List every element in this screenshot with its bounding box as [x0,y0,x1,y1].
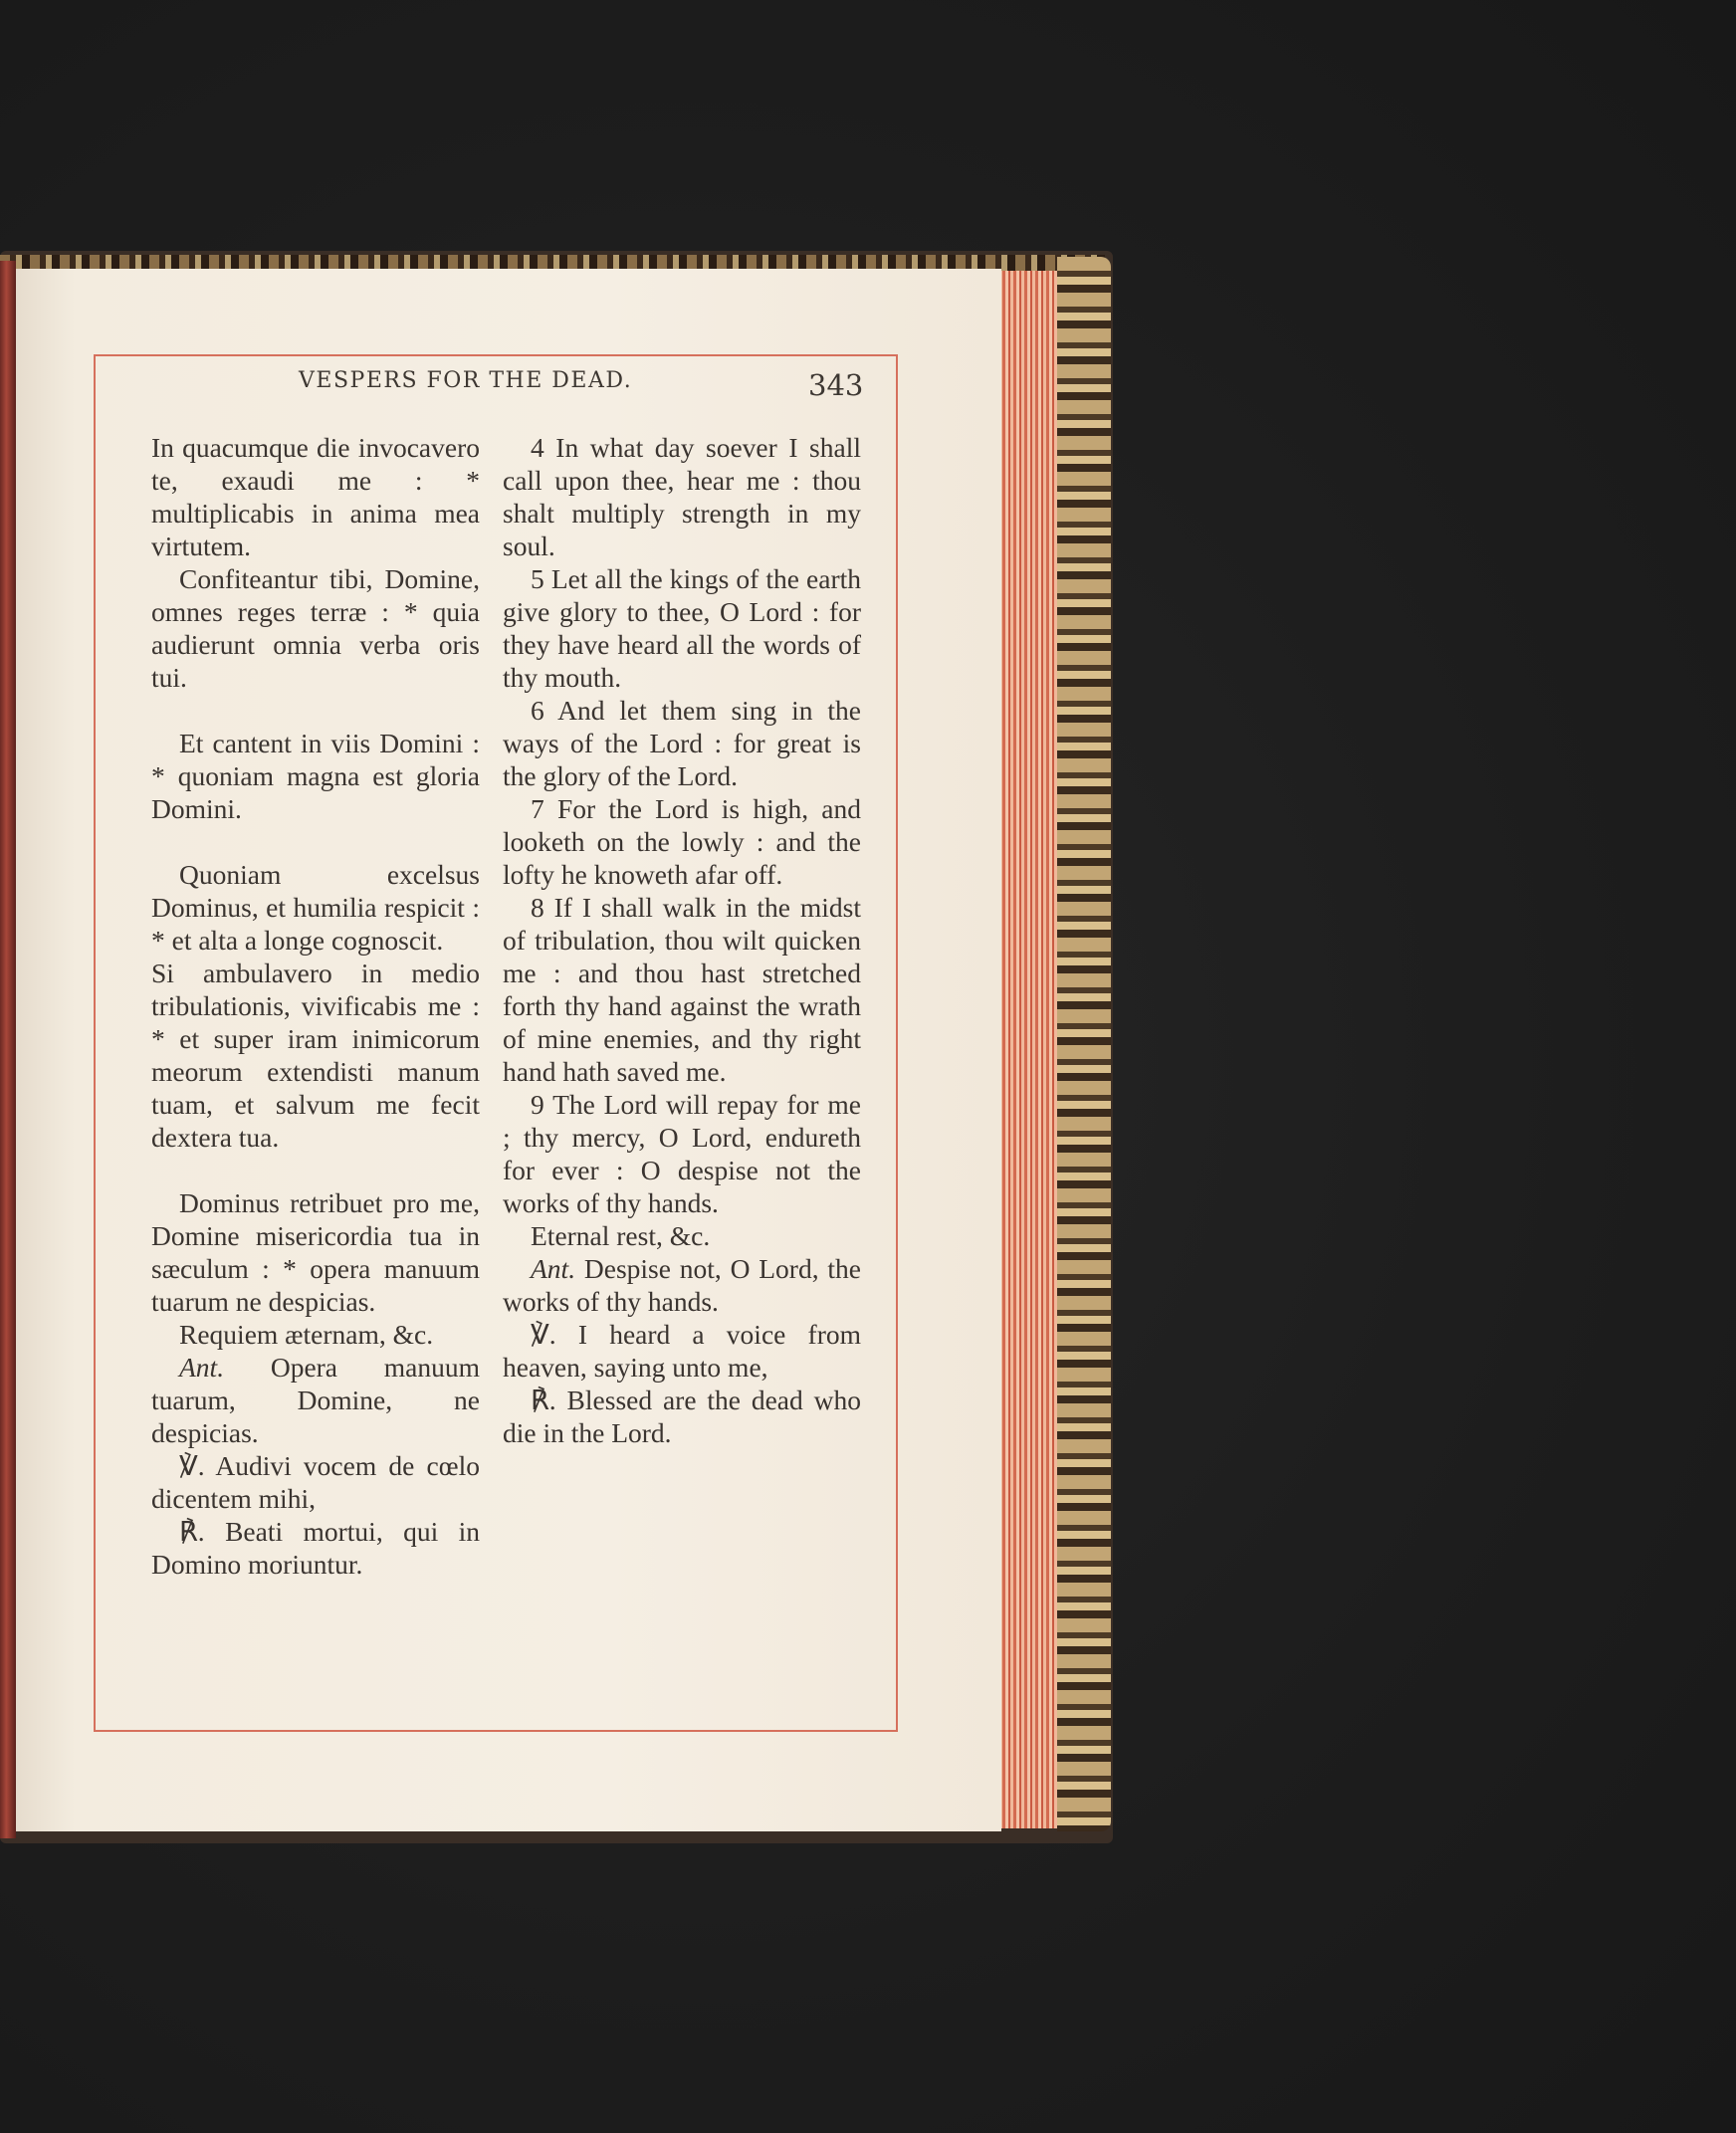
latin-column [151,431,480,1581]
latin-requiem: Requiem æternam, &c. [179,1319,434,1350]
english-verse: 8 If I shall walk in the midst of tribulation, thou wilt quicken me : and thou hast stretched forth thy hand against the wrath of mine enemies, and thy right hand hath saved me. [503,892,861,1087]
english-antiphon [503,1252,861,1318]
english-verse: 5 Let all the kings of the earth give glory to thee, O Lord : for they have heard all the words of thy mouth. [503,563,861,693]
english-response: ℟. Blessed are the dead who die in the Lord. [503,1385,861,1448]
latin-verse: Confiteantur tibi, Domine, omnes reges terræ : * quia audierunt omnia verba oris tui. [151,563,480,693]
antiphon-label: Ant. [179,1352,225,1383]
antiphon-text: Despise not, O Lord, the works of thy hands. [503,1253,861,1317]
latin-antiphon [151,1351,480,1449]
latin-verse: Et cantent in viis Domini : * quoniam magna est gloria Domini. [151,728,480,824]
latin-response: ℟. Beati mortui, qui in Domino moriuntur. [151,1516,480,1580]
english-verse: 9 The Lord will repay for me ; thy mercy, O Lord, endureth for ever : O despise not the works of thy hands. [503,1089,861,1218]
english-verse: 6 And let them sing in the ways of the Lord : for great is the glory of the Lord. [503,695,861,791]
latin-verse: Quoniam excelsus Dominus, et humilia respicit : * et alta a longe cognoscit. [151,859,480,956]
page-number: 343 [808,368,864,402]
latin-verse: Dominus retribuet pro me, Domine misericordia tua in sæculum : * opera manuum tuarum ne despicias. [151,1187,480,1317]
antiphon-text: Opera manuum tuarum, Domine, ne despicias. [151,1352,480,1448]
latin-versicle: ℣. Audivi vocem de cœlo dicentem mihi, [151,1450,480,1514]
latin-verse: In quacumque die invocavero te, exaudi me : * multiplicabis in anima mea virtutem. [151,432,480,561]
latin-verse: Si ambulavero in medio tribulationis, vivificabis me : * et super iram inimicorum meorum extendisti manum tuam, et salvum me fecit dextera tua. [151,958,480,1153]
running-head: VESPERS FOR THE DEAD. [299,368,633,393]
stanza-gap [151,694,480,727]
english-verse: 7 For the Lord is high, and looketh on the lowly : and the lofty he knoweth afar off. [503,793,861,890]
left-binding [0,261,16,1838]
stanza-gap [151,1154,480,1186]
antiphon-label: Ant. [531,1253,576,1284]
english-verse: 4 In what day soever I shall call upon thee, hear me : thou shalt multiply strength in my soul. [503,432,861,561]
english-versicle: ℣. I heard a voice from heaven, saying unto me, [503,1319,861,1383]
gilt-spine-edge [1057,257,1111,1831]
english-column [503,431,861,1449]
stanza-gap [151,825,480,858]
english-requiem: Eternal rest, &c. [531,1220,711,1251]
red-page-edges [999,271,1057,1828]
